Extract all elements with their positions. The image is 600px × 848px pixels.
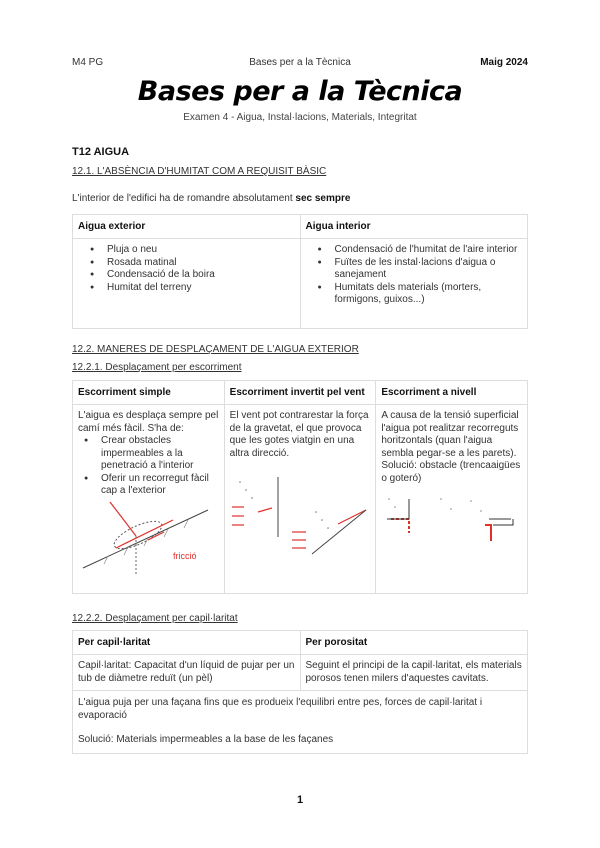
- th-capillarity: Per capil·laritat: [73, 631, 301, 655]
- wind-runoff-figure: [230, 472, 371, 557]
- th-level: Escorriment a nivell: [376, 381, 528, 405]
- cell-text: Capil·laritat: Capacitat d'un líquid de pujar per un tub de diàmetre reduït (un pèl): [73, 655, 301, 691]
- list-item: ● Humitat del terreny: [90, 282, 295, 295]
- cell-text: Seguint el principi de la capil·laritat, els materials porosos tenen milers d'aquestes cavitats.: [300, 655, 528, 691]
- level-runoff-cell: [376, 405, 528, 594]
- runoff-table: [72, 380, 528, 594]
- intro-regular: L'interior de l'edifici ha de romandre absolutament: [72, 193, 296, 204]
- list-item: ● Condensació de la boira: [90, 269, 295, 282]
- cell-text: A causa de la tensió superficial l'aigua pot realitzar recorreguts horitzontals (quan l'aigua sembla pegar-se a les parets).: [381, 410, 519, 459]
- solution-text: Solució: Materials impermeables a la base de les façanes: [78, 734, 334, 745]
- cell-text: L'aigua puja per una façana fins que es produeix l'equilibri entre pes, forces de capil·laritat i evaporació: [78, 697, 483, 721]
- capillarity-table: [72, 630, 528, 754]
- th-exterior: Aigua exterior: [73, 215, 301, 239]
- list-item: ● Pluja o neu: [90, 244, 295, 257]
- heading-12-1: 12.1. L'ABSÈNCIA D'HUMITAT COM A REQUISIT BÀSIC: [72, 166, 327, 177]
- list-item: ● Fuïtes de les instal·lacions d'aigua o sanejament: [318, 257, 523, 282]
- th-simple: Escorriment simple: [73, 381, 225, 405]
- exterior-cell: [73, 239, 301, 329]
- capillarity-summary-cell: [73, 691, 528, 754]
- header-right: Maig 2024: [480, 57, 528, 68]
- heading-12-2: 12.2. MANERES DE DESPLAÇAMENT DE L'AIGUA EXTERIOR: [72, 344, 359, 355]
- water-sources-table: [72, 214, 528, 329]
- intro-bold: sec sempre: [295, 193, 351, 204]
- list-item: ● Oferir un recorregut fàcil cap a l'exterior: [84, 473, 222, 498]
- list-item: ● Crear obstacles impermeables a la penetració a l'interior: [84, 435, 222, 473]
- th-interior: Aigua interior: [300, 215, 528, 239]
- page-title: Bases per a la Tècnica: [137, 76, 463, 107]
- page-number: 1: [296, 794, 304, 806]
- level-runoff-drawing: [381, 489, 521, 551]
- page-subtitle: Examen 4 - Aigua, Instal·lacions, Materials, Integritat: [183, 112, 417, 123]
- cell-text: L'aigua es desplaça sempre pel camí més fàcil. S'ha de:: [78, 410, 219, 434]
- simple-runoff-list: [84, 435, 222, 498]
- simple-runoff-cell: [73, 405, 225, 594]
- header-left: M4 PG: [72, 57, 104, 68]
- list-item: ● Condensació de l'humitat de l'aire interior: [318, 244, 523, 257]
- header-center: Bases per a la Tècnica: [249, 57, 351, 68]
- wind-runoff-cell: [224, 405, 376, 594]
- th-wind: Escorriment invertit pel vent: [224, 381, 376, 405]
- simple-runoff-drawing: [78, 498, 218, 578]
- level-runoff-figure: [381, 489, 522, 551]
- heading-12-2-1: 12.2.1. Desplaçament per escorriment: [72, 362, 242, 373]
- heading-12-2-2: 12.2.2. Desplaçament per capil·laritat: [72, 613, 238, 624]
- wind-runoff-drawing: [230, 472, 370, 557]
- th-porosity: Per porositat: [300, 631, 528, 655]
- section-heading: T12 AIGUA: [72, 146, 130, 158]
- friction-label: fricció: [173, 550, 197, 561]
- cell-text: El vent pot contrarestar la força de la gravetat, el que provoca que les gotes viatgin en una altra direcció.: [229, 410, 369, 459]
- simple-runoff-figure: [78, 498, 222, 578]
- exterior-list: [90, 244, 295, 294]
- intro-text: [72, 193, 350, 204]
- solution-text: Solució: obstacle (trencaaigües o goteró): [381, 460, 521, 484]
- list-item: ● Rosada matinal: [90, 257, 295, 270]
- interior-list: [318, 244, 523, 307]
- list-item: ● Humitats dels materials (morters, formigons, guixos...): [318, 282, 523, 307]
- interior-cell: [300, 239, 528, 329]
